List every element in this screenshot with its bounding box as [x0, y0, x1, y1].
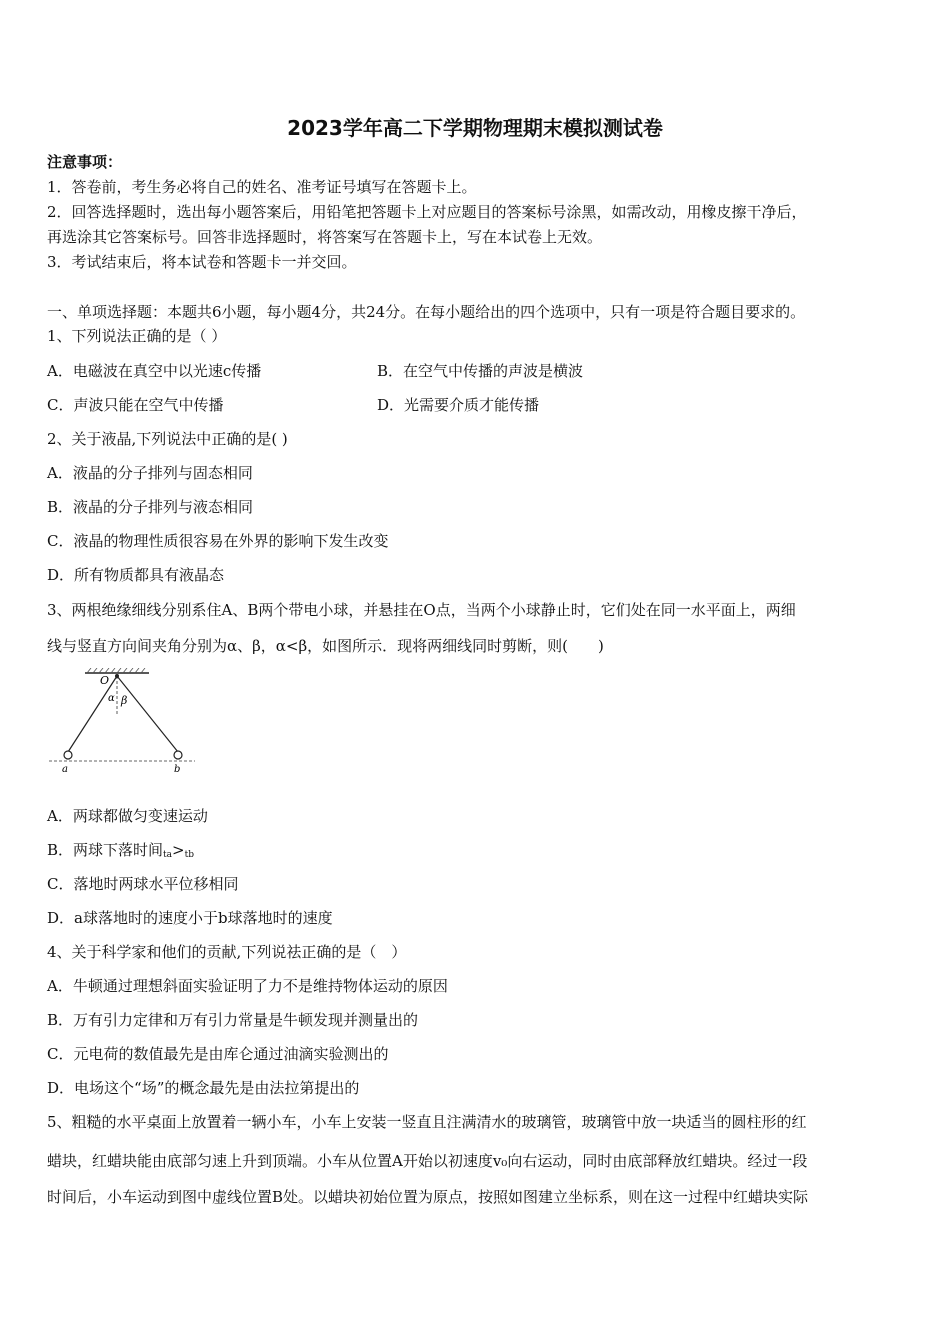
label-a: a [62, 764, 68, 775]
q1-option-d: D．光需要介质才能传播 [377, 396, 540, 414]
notice-item-2: 2．回答选择题时，选出每小题答案后，用铅笔把答题卡上对应题目的答案标号涂黑，如需改动，用橡皮擦干净后， [47, 203, 807, 221]
q3-option-b [47, 840, 194, 865]
q4-option-b: B．万有引力定律和万有引力常量是牛顿发现并测量出的 [47, 1011, 419, 1029]
q5-line-1: 5、粗糙的水平桌面上放置着一辆小车，小车上安装一竖直且注满清水的玻璃管，玻璃管中放一块适当的圆柱形的红 [47, 1113, 807, 1131]
ball-b [174, 751, 182, 759]
thread-b [117, 676, 178, 752]
notice-heading: 注意事项： [47, 153, 123, 171]
q2-option-b: B．液晶的分子排列与液态相同 [47, 498, 254, 516]
time-a: ta [163, 850, 173, 860]
q3-option-b-text: B．两球下落时间 [47, 841, 164, 859]
q1-option-c: C．声波只能在空气中传播 [47, 396, 224, 414]
q3-stem-line-2: 线与竖直方向间夹角分别为α、β，α<β，如图所示．现将两细线同时剪断，则( ) [47, 637, 604, 655]
pivot-o [115, 674, 119, 678]
label-alpha: α [108, 693, 115, 704]
q3-option-a: A．两球都做匀变速运动 [47, 807, 208, 825]
q1-option-b: B．在空气中传播的声波是横波 [377, 362, 584, 380]
q1-option-a: A．电磁波在真空中以光速c传播 [47, 362, 262, 380]
notice-item-2-cont: 再选涂其它答案标号。回答非选择题时，将答案写在答题卡上，写在本试卷上无效。 [47, 228, 603, 246]
time-b: tb [184, 850, 194, 860]
label-b: b [174, 764, 181, 775]
q2-option-d: D．所有物质都具有液晶态 [47, 566, 225, 584]
ball-a [64, 751, 72, 759]
label-beta: β [121, 694, 128, 707]
q5-line-3: 时间后，小车运动到图中虚线位置B处。以蜡块初始位置为原点，按照如图建立坐标系，则在这一过程中红蜡块实际 [47, 1188, 809, 1206]
q2-option-c: C．液晶的物理性质很容易在外界的影响下发生改变 [47, 532, 389, 550]
label-o: O [100, 674, 110, 687]
q4-option-a: A．牛顿通过理想斜面实验证明了力不是维持物体运动的原因 [47, 977, 448, 995]
q4-option-c: C．元电荷的数值最先是由库仑通过油滴实验测出的 [47, 1045, 389, 1063]
q5-line-2: 蜡块，红蜡块能由底部匀速上升到顶端。小车从位置A开始以初速度v₀向右运动，同时由底部释放红蜡块。经过一段 [47, 1152, 808, 1170]
q3-option-d: D．a球落地时的速度小于b球落地时的速度 [47, 909, 333, 927]
greater-than: > [172, 841, 185, 859]
notice-item-3: 3．考试结束后，将本试卷和答题卡一并交回。 [47, 253, 357, 271]
q3-figure [47, 668, 197, 778]
q4-option-d: D．电场这个“场”的概念最先是由法拉第提出的 [47, 1079, 360, 1097]
thread-a [68, 676, 117, 752]
q3-option-c: C．落地时两球水平位移相同 [47, 875, 239, 893]
q3-stem-line-1: 3、两根绝缘细线分别系住A、B两个带电小球，并悬挂在O点，当两个小球静止时，它们处在同一水平面上，两细 [47, 601, 796, 619]
q2-stem: 2、关于液晶,下列说法中正确的是( ) [47, 430, 288, 448]
section-1-heading: 一、单项选择题：本题共6小题，每小题4分，共24分。在每小题给出的四个选项中，只有一项是符合题目要求的。 [47, 303, 806, 321]
q1-stem: 1、下列说法正确的是（ ） [47, 327, 227, 345]
q4-stem: 4、关于科学家和他们的贡献,下列说祛正确的是（ ） [47, 943, 407, 961]
notice-item-1: 1．答卷前，考生务必将自己的姓名、准考证号填写在答题卡上。 [47, 178, 477, 196]
page-title: 2023学年高二下学期物理期末模拟测试卷 [287, 116, 663, 140]
q2-option-a: A．液晶的分子排列与固态相同 [47, 464, 253, 482]
